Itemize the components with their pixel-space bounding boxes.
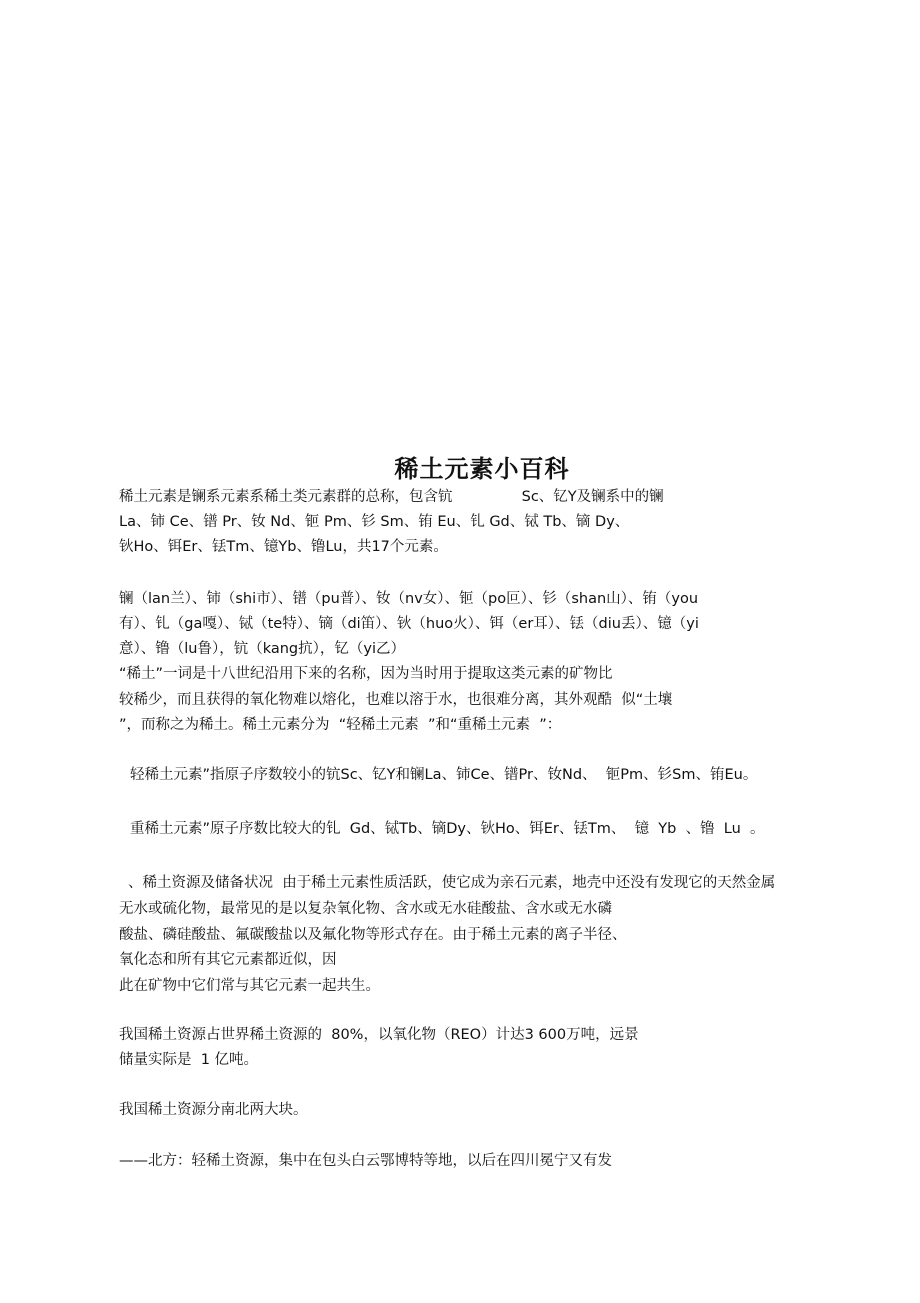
text-line-15: 氧化态和所有其它元素都近似，因 xyxy=(119,952,337,968)
document-title: 稀土元素小百科 xyxy=(394,455,570,483)
text-line-19: 我国稀土资源分南北两大块。 xyxy=(119,1102,308,1118)
text-line-16: 此在矿物中它们常与其它元素一起共生。 xyxy=(119,978,380,994)
text-line-6: 意）、镥（lu鲁），钪（kang抗），钇（yi乙） xyxy=(119,641,405,657)
text-line-8: 较稀少，而且获得的氧化物难以熔化，也难以溶于水，也很难分离，其外观酷 似“土壤 xyxy=(119,692,673,708)
text-line-3: 钬Ho、铒Er、铥Tm、镱Yb、镥Lu，共17个元素。 xyxy=(119,539,448,555)
text-line-10: 轻稀土元素”指原子序数较小的钪Sc、钇Y和镧La、铈Ce、镨Pr、钕Nd、 钷Pm、钐Sm、铕Eu。 xyxy=(130,767,758,783)
text-line-17: 我国稀土资源占世界稀土资源的 80%，以氧化物（REO）计达3 600万吨，远景 xyxy=(119,1027,639,1043)
text-line-12: 、稀土资源及储备状况 由于稀土元素性质活跃，使它成为亲石元素，地壳中还没有发现它的天然金属 xyxy=(128,875,776,891)
text-line-20: ——北方：轻稀土资源，集中在包头白云鄂博特等地，以后在四川冕宁又有发 xyxy=(119,1153,612,1169)
text-line-11: 重稀土元素”原子序数比较大的钆 Gd、铽Tb、镝Dy、钬Ho、铒Er、铥Tm、 镱 Yb 、镥 Lu 。 xyxy=(130,821,765,837)
text-line-5: 有）、钆（ga嘎）、铽（te特）、镝（di笛）、钬（huo火）、铒（er耳）、铥（diu丢）、镱（yi xyxy=(119,616,699,632)
text-line-2: La、铈 Ce、镨 Pr、钕 Nd、钷 Pm、钐 Sm、铕 Eu、钆 Gd、铽 Tb、镝 Dy、 xyxy=(119,514,630,530)
text-line-4: 镧（lan兰）、铈（shi市）、镨（pu普）、钕（nv女）、钷（po叵）、钐（shan山）、铕（you xyxy=(119,591,699,607)
text-line-9: ”，而称之为稀土。稀土元素分为 “轻稀土元素 ”和“重稀土元素 ”： xyxy=(119,717,562,733)
text-line-18: 储量实际是 1 亿吨。 xyxy=(119,1052,259,1068)
text-line-13: 无水或硫化物，最常见的是以复杂氧化物、含水或无水硅酸盐、含水或无水磷 xyxy=(119,901,612,917)
text-line-14: 酸盐、磷硅酸盐、氟碳酸盐以及氟化物等形式存在。由于稀土元素的离子半径、 xyxy=(119,927,627,943)
text-line-1: 稀土元素是镧系元素系稀土类元素群的总称，包含钪 Sc、钇Y及镧系中的镧 xyxy=(119,489,664,505)
text-line-7: “稀土”一词是十八世纪沿用下来的名称，因为当时用于提取这类元素的矿物比 xyxy=(119,666,613,682)
